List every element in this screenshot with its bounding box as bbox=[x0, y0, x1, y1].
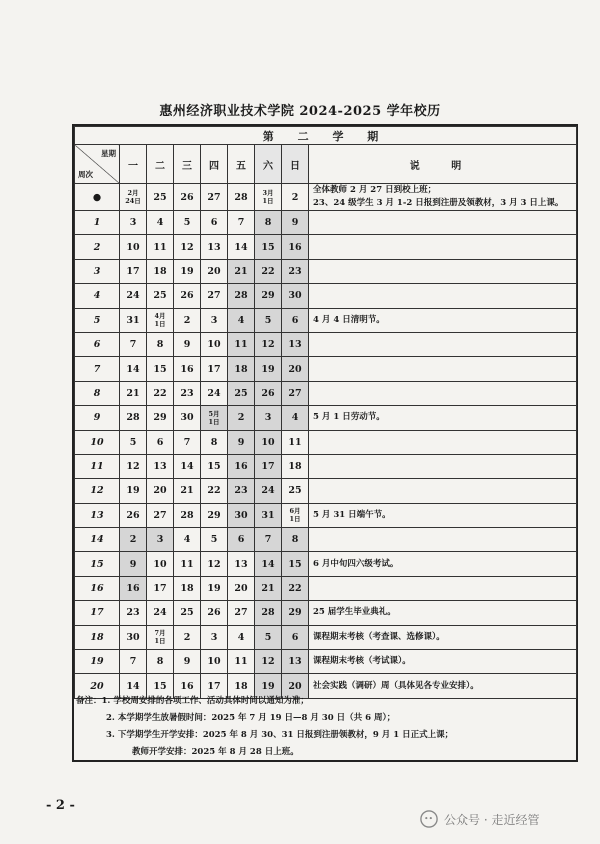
note-cell bbox=[309, 650, 577, 674]
day-header: 六 bbox=[255, 145, 282, 184]
day-cell: 5 bbox=[174, 211, 201, 235]
note-cell bbox=[309, 430, 577, 454]
week-number: 7 bbox=[75, 357, 120, 381]
day-cell: 29 bbox=[282, 601, 309, 625]
day-cell: 24 bbox=[201, 381, 228, 405]
note-cell bbox=[309, 259, 577, 283]
day-cell: 18 bbox=[228, 674, 255, 698]
day-header: 五 bbox=[228, 145, 255, 184]
day-cell: 20 bbox=[282, 674, 309, 698]
day-cell: 8 bbox=[147, 332, 174, 356]
day-header: 一 bbox=[120, 145, 147, 184]
footer-note-1: 1. 学校周安排的各项工作、活动具体时间以通知为准； bbox=[101, 696, 309, 706]
week-number: 4 bbox=[75, 284, 120, 308]
day-cell: 19 bbox=[201, 576, 228, 600]
note-cell bbox=[309, 308, 577, 332]
day-cell: 25 bbox=[228, 381, 255, 405]
note-cell bbox=[309, 284, 577, 308]
day-cell: 11 bbox=[147, 235, 174, 259]
week-row bbox=[75, 503, 577, 527]
day-cell: 13 bbox=[228, 552, 255, 576]
day-cell: 2 bbox=[282, 184, 309, 211]
day-cell: 23 bbox=[120, 601, 147, 625]
day-cell: 11 bbox=[174, 552, 201, 576]
day-cell: 5 bbox=[201, 528, 228, 552]
day-header: 四 bbox=[201, 145, 228, 184]
week-row bbox=[75, 454, 577, 478]
page-title: 惠州经济职业技术学院 2024-2025 学年校历 bbox=[159, 104, 441, 119]
day-cell: 25 bbox=[147, 284, 174, 308]
week-number: 2 bbox=[75, 235, 120, 259]
day-cell: 12 bbox=[201, 552, 228, 576]
page-number: - 2 - bbox=[46, 798, 75, 813]
day-cell: 18 bbox=[282, 454, 309, 478]
day-cell: 22 bbox=[255, 259, 282, 283]
day-cell: 9 bbox=[120, 552, 147, 576]
calendar-frame bbox=[72, 124, 578, 762]
note-text: 课程期末考核（考查课、选修课）。 bbox=[313, 631, 445, 642]
day-cell: 20 bbox=[228, 576, 255, 600]
week-row bbox=[75, 406, 577, 430]
day-cell: 2 bbox=[228, 406, 255, 430]
day-cell: 13 bbox=[282, 332, 309, 356]
watermark-text: 公众号 · 走近经管 bbox=[444, 812, 540, 827]
note-cell bbox=[309, 357, 577, 381]
day-cell: 28 bbox=[120, 406, 147, 430]
week-number: 1 bbox=[75, 211, 120, 235]
day-cell: 30 bbox=[228, 503, 255, 527]
day-cell: 7月 1日 bbox=[147, 625, 174, 649]
day-cell: 13 bbox=[147, 454, 174, 478]
note-cell bbox=[309, 601, 577, 625]
day-cell: 27 bbox=[147, 503, 174, 527]
day-header: 三 bbox=[174, 145, 201, 184]
day-cell: 16 bbox=[174, 357, 201, 381]
day-cell: 7 bbox=[228, 211, 255, 235]
week-number: 11 bbox=[75, 454, 120, 478]
day-cell: 30 bbox=[120, 625, 147, 649]
note-cell bbox=[309, 528, 577, 552]
day-cell: 12 bbox=[255, 332, 282, 356]
note-text: 4 月 4 日清明节。 bbox=[313, 314, 385, 325]
day-cell: 3 bbox=[255, 406, 282, 430]
day-cell: 26 bbox=[174, 284, 201, 308]
day-cell: 22 bbox=[201, 479, 228, 503]
corner-label-day: 星期 bbox=[101, 149, 116, 158]
week-number: 15 bbox=[75, 552, 120, 576]
week-row bbox=[75, 479, 577, 503]
week-number: 16 bbox=[75, 576, 120, 600]
day-cell: 7 bbox=[120, 332, 147, 356]
day-cell: 17 bbox=[120, 259, 147, 283]
day-cell: 6 bbox=[147, 430, 174, 454]
day-cell: 29 bbox=[255, 284, 282, 308]
note-cell bbox=[309, 625, 577, 649]
day-cell: 16 bbox=[282, 235, 309, 259]
week-row bbox=[75, 552, 577, 576]
note-text: 课程期末考核（考试课）。 bbox=[313, 656, 411, 667]
day-cell: 19 bbox=[174, 259, 201, 283]
day-cell: 30 bbox=[174, 406, 201, 430]
week-number: 3 bbox=[75, 259, 120, 283]
day-cell: 7 bbox=[255, 528, 282, 552]
day-cell: 26 bbox=[255, 381, 282, 405]
day-cell: 16 bbox=[228, 454, 255, 478]
day-cell: 21 bbox=[255, 576, 282, 600]
day-cell: 26 bbox=[174, 184, 201, 211]
day-cell: 20 bbox=[201, 259, 228, 283]
day-cell: 11 bbox=[282, 430, 309, 454]
week-row bbox=[75, 308, 577, 332]
day-cell: 31 bbox=[255, 503, 282, 527]
day-cell: 5 bbox=[255, 625, 282, 649]
day-cell: 28 bbox=[228, 284, 255, 308]
day-cell: 22 bbox=[147, 381, 174, 405]
day-cell: 25 bbox=[174, 601, 201, 625]
day-cell: 6 bbox=[228, 528, 255, 552]
day-cell: 2 bbox=[174, 308, 201, 332]
day-cell: 21 bbox=[228, 259, 255, 283]
day-cell: 21 bbox=[174, 479, 201, 503]
day-header: 二 bbox=[147, 145, 174, 184]
day-cell: 4 bbox=[228, 308, 255, 332]
day-cell: 4月 1日 bbox=[147, 308, 174, 332]
day-cell: 13 bbox=[201, 235, 228, 259]
day-cell: 22 bbox=[282, 576, 309, 600]
note-text: 5 月 31 日端午节。 bbox=[313, 509, 391, 520]
day-cell: 3 bbox=[201, 308, 228, 332]
day-cell: 8 bbox=[282, 528, 309, 552]
day-cell: 14 bbox=[174, 454, 201, 478]
day-cell: 5 bbox=[255, 308, 282, 332]
day-cell: 19 bbox=[255, 357, 282, 381]
note-cell bbox=[309, 406, 577, 430]
day-cell: 9 bbox=[228, 430, 255, 454]
note-text: 25 届学生毕业典礼。 bbox=[313, 607, 396, 618]
day-cell: 3 bbox=[120, 211, 147, 235]
day-cell: 23 bbox=[174, 381, 201, 405]
week-row bbox=[75, 650, 577, 674]
day-cell: 9 bbox=[174, 650, 201, 674]
day-cell: 2月 24日 bbox=[120, 184, 147, 211]
calendar-table bbox=[74, 126, 577, 699]
day-cell: 14 bbox=[120, 357, 147, 381]
day-cell: 6 bbox=[201, 211, 228, 235]
note-cell bbox=[309, 381, 577, 405]
week-number: 12 bbox=[75, 479, 120, 503]
day-cell: 29 bbox=[201, 503, 228, 527]
day-cell: 23 bbox=[228, 479, 255, 503]
day-cell: 26 bbox=[120, 503, 147, 527]
day-cell: 8 bbox=[201, 430, 228, 454]
day-cell: 20 bbox=[282, 357, 309, 381]
footer-note-2: 2. 本学期学生放暑假时间：2025 年 7 月 19 日—8 月 30 日（共 6 周）； bbox=[106, 713, 396, 723]
day-cell: 2 bbox=[174, 625, 201, 649]
day-cell: 19 bbox=[255, 674, 282, 698]
day-cell: 9 bbox=[282, 211, 309, 235]
header-row bbox=[75, 145, 577, 184]
day-cell: 7 bbox=[174, 430, 201, 454]
day-cell: 12 bbox=[174, 235, 201, 259]
week-row bbox=[75, 625, 577, 649]
day-cell: 14 bbox=[228, 235, 255, 259]
week-number: 6 bbox=[75, 332, 120, 356]
week-row bbox=[75, 381, 577, 405]
day-cell: 4 bbox=[228, 625, 255, 649]
day-cell: 25 bbox=[147, 184, 174, 211]
day-cell: 23 bbox=[282, 259, 309, 283]
day-cell: 8 bbox=[255, 211, 282, 235]
note-cell bbox=[309, 235, 577, 259]
week-number: 9 bbox=[75, 406, 120, 430]
day-cell: 15 bbox=[282, 552, 309, 576]
day-cell: 28 bbox=[255, 601, 282, 625]
footer-label: 备注： bbox=[76, 696, 102, 706]
day-cell: 6月 1日 bbox=[282, 503, 309, 527]
note-cell bbox=[309, 211, 577, 235]
week-row bbox=[75, 357, 577, 381]
week-number: 13 bbox=[75, 503, 120, 527]
day-cell: 31 bbox=[120, 308, 147, 332]
week-row bbox=[75, 211, 577, 235]
day-cell: 30 bbox=[282, 284, 309, 308]
day-cell: 2 bbox=[120, 528, 147, 552]
day-cell: 24 bbox=[255, 479, 282, 503]
week-number: 14 bbox=[75, 528, 120, 552]
day-cell: 20 bbox=[147, 479, 174, 503]
day-cell: 27 bbox=[201, 184, 228, 211]
day-cell: 12 bbox=[120, 454, 147, 478]
semester-title: 第 二 学 期 bbox=[75, 127, 577, 145]
day-cell: 12 bbox=[255, 650, 282, 674]
note-cell bbox=[309, 503, 577, 527]
day-cell: 14 bbox=[255, 552, 282, 576]
week-number: 5 bbox=[75, 308, 120, 332]
day-cell: 19 bbox=[120, 479, 147, 503]
note-cell bbox=[309, 552, 577, 576]
day-cell: 9 bbox=[174, 332, 201, 356]
day-cell: 29 bbox=[147, 406, 174, 430]
week-row bbox=[75, 184, 577, 211]
week-number: ● bbox=[75, 184, 120, 211]
day-cell: 18 bbox=[147, 259, 174, 283]
day-cell: 26 bbox=[201, 601, 228, 625]
day-cell: 18 bbox=[174, 576, 201, 600]
day-cell: 21 bbox=[120, 381, 147, 405]
day-cell: 16 bbox=[174, 674, 201, 698]
day-cell: 16 bbox=[120, 576, 147, 600]
day-cell: 17 bbox=[255, 454, 282, 478]
note-cell bbox=[309, 576, 577, 600]
week-number: 17 bbox=[75, 601, 120, 625]
note-cell bbox=[309, 332, 577, 356]
wechat-icon bbox=[420, 810, 438, 828]
day-cell: 15 bbox=[147, 357, 174, 381]
day-cell: 14 bbox=[120, 674, 147, 698]
day-cell: 18 bbox=[228, 357, 255, 381]
week-number: 8 bbox=[75, 381, 120, 405]
note-cell bbox=[309, 479, 577, 503]
footer-line bbox=[76, 693, 576, 710]
day-cell: 10 bbox=[255, 430, 282, 454]
day-cell: 15 bbox=[147, 674, 174, 698]
week-row bbox=[75, 235, 577, 259]
day-cell: 7 bbox=[120, 650, 147, 674]
note-text: 6 月中旬四六级考试。 bbox=[313, 558, 399, 569]
note-cell bbox=[309, 454, 577, 478]
week-row bbox=[75, 284, 577, 308]
footer-note-4: 教师开学安排：2025 年 8 月 28 日上班。 bbox=[132, 747, 299, 757]
note-text: 全体教师 2 月 27 日到校上班； bbox=[313, 185, 437, 195]
day-cell: 8 bbox=[147, 650, 174, 674]
week-row bbox=[75, 576, 577, 600]
day-cell: 3月 1日 bbox=[255, 184, 282, 211]
day-cell: 6 bbox=[282, 625, 309, 649]
week-day-corner bbox=[75, 145, 120, 184]
day-cell: 17 bbox=[201, 674, 228, 698]
day-cell: 17 bbox=[201, 357, 228, 381]
day-cell: 13 bbox=[282, 650, 309, 674]
week-row bbox=[75, 259, 577, 283]
day-cell: 28 bbox=[174, 503, 201, 527]
note-text: 5 月 1 日劳动节。 bbox=[313, 412, 385, 423]
week-row bbox=[75, 332, 577, 356]
note-cell bbox=[309, 184, 577, 211]
week-number: 18 bbox=[75, 625, 120, 649]
day-cell: 27 bbox=[282, 381, 309, 405]
day-cell: 17 bbox=[147, 576, 174, 600]
day-header: 日 bbox=[282, 145, 309, 184]
notes-header: 说 明 bbox=[309, 145, 577, 184]
corner-label-week: 周次 bbox=[78, 170, 93, 179]
day-cell: 3 bbox=[147, 528, 174, 552]
day-cell: 27 bbox=[201, 284, 228, 308]
week-row bbox=[75, 601, 577, 625]
day-cell: 10 bbox=[120, 235, 147, 259]
day-cell: 4 bbox=[174, 528, 201, 552]
week-row bbox=[75, 528, 577, 552]
day-cell: 11 bbox=[228, 650, 255, 674]
day-cell: 15 bbox=[255, 235, 282, 259]
day-cell: 24 bbox=[120, 284, 147, 308]
day-cell: 10 bbox=[147, 552, 174, 576]
day-cell: 11 bbox=[228, 332, 255, 356]
day-cell: 10 bbox=[201, 332, 228, 356]
day-cell: 25 bbox=[282, 479, 309, 503]
day-cell: 4 bbox=[282, 406, 309, 430]
footer-note-3: 3. 下学期学生开学安排：2025 年 8 月 30、31 日报到注册领教材，9 月 1 日正式上课； bbox=[106, 730, 454, 740]
week-number: 19 bbox=[75, 650, 120, 674]
day-cell: 5月 1日 bbox=[201, 406, 228, 430]
day-cell: 24 bbox=[147, 601, 174, 625]
note-text: 社会实践（调研）周（具体见各专业安排）。 bbox=[313, 680, 479, 691]
day-cell: 15 bbox=[201, 454, 228, 478]
watermark bbox=[420, 810, 539, 828]
day-cell: 4 bbox=[147, 211, 174, 235]
day-cell: 28 bbox=[228, 184, 255, 211]
day-cell: 10 bbox=[201, 650, 228, 674]
week-number: 20 bbox=[75, 674, 120, 698]
note-text: 23、24 级学生 3 月 1-2 日报到注册及领教材，3 月 3 日上课。 bbox=[313, 198, 564, 208]
week-number: 10 bbox=[75, 430, 120, 454]
day-cell: 3 bbox=[201, 625, 228, 649]
day-cell: 6 bbox=[282, 308, 309, 332]
week-row bbox=[75, 430, 577, 454]
day-cell: 5 bbox=[120, 430, 147, 454]
footer-notes bbox=[76, 693, 576, 761]
day-cell: 27 bbox=[228, 601, 255, 625]
